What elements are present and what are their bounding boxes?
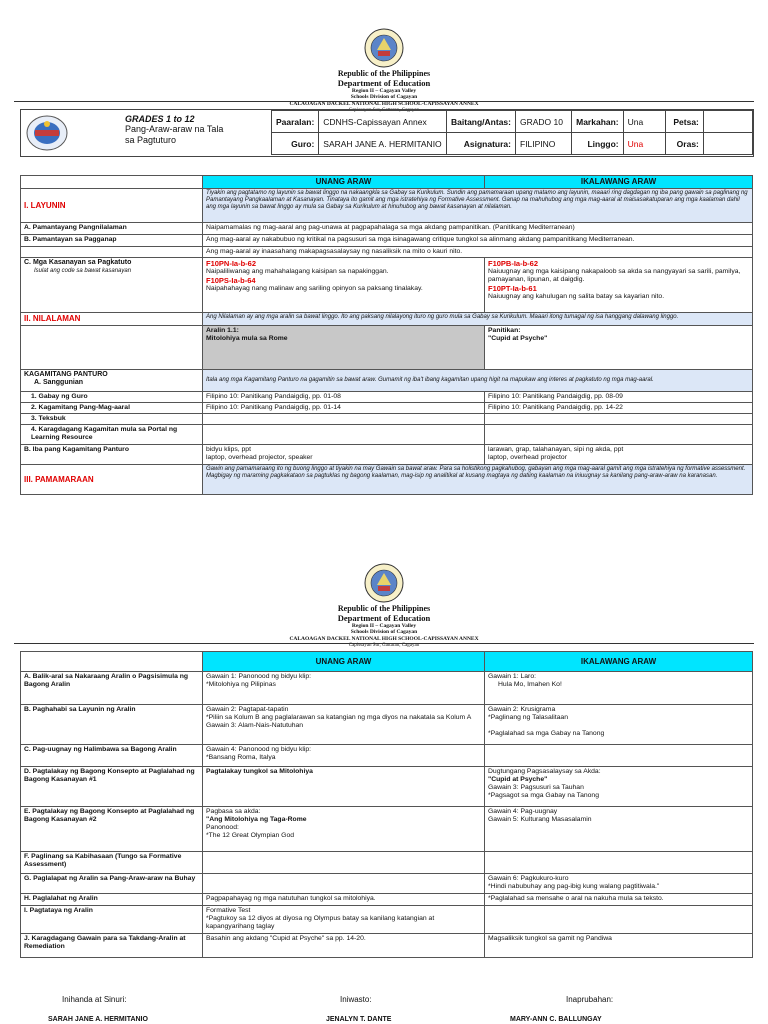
table2-row [21, 705, 753, 745]
linggo-label: Linggo: [572, 133, 624, 155]
table2-day2-cell [485, 745, 753, 767]
table2-row-label: A. Balik-aral sa Nakaraang Aralin o Pagsisimula ng Bagong Aralin [21, 672, 203, 705]
table2-cell-line: Gawain 3: Pagsusuri sa Tauhan [488, 784, 584, 792]
header-divider [14, 101, 754, 102]
table2-day2-cell [485, 767, 753, 807]
table2-row-label: E. Pagtalakay ng Bagong Konsepto at Paglalahad ng Bagong Kasanayan #2 [21, 807, 203, 852]
header2-deped: Department of Education [337, 613, 431, 623]
kagamitan-label: KAGAMITANG PANTURO [24, 370, 108, 378]
table2-body [21, 672, 753, 958]
table2-cell-line: *Paglalahad sa mensahe o aral na nakuha mula sa teksto. [488, 895, 664, 902]
teksbuk-day2 [485, 414, 753, 425]
oras-label: Oras: [665, 133, 703, 155]
table2-cell-line: *Bansang Roma, Italya [206, 754, 276, 762]
table2-day2-cell [485, 807, 753, 852]
header-deped: Department of Education [337, 78, 431, 88]
aralin-label: Aralin 1.1: [206, 326, 239, 334]
header-address: Capissayan Sur, Gattaran, Cagayan [348, 108, 420, 113]
markahan-value: Una [623, 111, 665, 133]
table1-col-unang-araw: UNANG ARAW [203, 176, 485, 189]
table2-day2-cell [485, 934, 753, 958]
table2-day2-cell [485, 894, 753, 906]
table2-day1-cell [203, 672, 485, 705]
table2-day1-cell [203, 807, 485, 852]
oras-value [703, 133, 752, 155]
table2-row [21, 874, 753, 894]
table2-day1-cell [203, 745, 485, 767]
iba-day2-line1: larawan, grap, talahanayan, sipi ng akda, ppt [488, 446, 624, 454]
table2-row-label: I. Pagtataya ng Aralin [21, 906, 203, 934]
layunin-note: Tiyakin ang pagtatamo ng layunin sa bawat linggo na nakaangkla sa Gabay sa Kurikulum. Sundin ang pamamaraan upang matamo ang layunin, maaari ring dagdagan ng iba pang gawain sa paglinang ng Pamantayang Pangkaalaman at Kasanayan. Tinataya ito gamit ang mga istratehiya ng Formative Assessment. Ganap na mahuhubog ang mga mag-aaral at maisasakatuparan ang mga kaalaman dahil ang mga layunin sa bawat linggo ay mula sa Gabay sa Kurikulum at hinuhubog ang bawat kasanayan at nilalaman. [203, 189, 753, 223]
table2-cell-line: Gawain 3: Alam-Nais-Natutuhan [206, 722, 304, 730]
daily-plan-table-1 [20, 175, 753, 495]
karagdagang-kagamitan-label: 4. Karagdagang Kagamitan mula sa Portal ng Learning Resource [21, 425, 203, 445]
code-f10pt: F10PT-Ia-b-61 [488, 284, 537, 294]
table2-row [21, 807, 753, 852]
table2-cell-line: Panonood: [206, 824, 239, 832]
kasanayan-cell [21, 258, 203, 313]
table2-row [21, 767, 753, 807]
panitikan-cell [485, 325, 753, 369]
pamamaraan-note: Gawin ang pamamaraang ito ng buong linggo at tiyakin na may Gawain sa bawat araw. Para sa holistikong pagkahubog, gabayan ang mga mag-aaral gamit ang mga istratehiya ng formative assessment. Magbigay ng maraming pagkakataon sa pagtuklas ng bagong kaalaman, mag-isip ng analitikal at kusang magtaya ng datiing kaalaman na iniuugnay sa kanilang pang-araw-araw na karanasan. [203, 465, 753, 495]
guro-value: SARAH JANE A. HERMITANIO [319, 133, 447, 155]
karagdagang-day1 [203, 425, 485, 445]
iba-pang-kagamitan-label: B. Iba pang Kagamitang Panturo [21, 445, 203, 465]
teksbuk-day1 [203, 414, 485, 425]
header2-address: Capissayan Sur, Gattaran, Cagayan [348, 643, 420, 648]
table2-day2-cell [485, 874, 753, 894]
prepared-label: Inihanda at Sinuri: [62, 995, 127, 1004]
header2-school: CALAOAGAN DACKEL NATIONAL HIGH SCHOOL-CAPISSAYAN ANNEX [289, 635, 479, 642]
table2-row-label: C. Pag-uugnay ng Halimbawa sa Bagong Aralin [21, 745, 203, 767]
table2-row-label: D. Pagtalakay ng Bagong Konsepto at Paglalahad ng Bagong Kasanayan #1 [21, 767, 203, 807]
table2-cell-line: Magsaliksik tungkol sa gamit ng Pandiwa [488, 935, 612, 942]
baitang-label: Baitang/Antas: [447, 111, 516, 133]
guro-label: Guro: [272, 133, 319, 155]
kasanayan-day1-text2: Naipahahayag nang malinaw ang sariling opinyon sa paksang tinalakay. [206, 285, 423, 293]
petsa-value [703, 111, 752, 133]
table2-cell-line: *Paglalahad sa mga Gabay na Tanong [488, 730, 605, 738]
table2-row-label: J. Karagdagang Gawain para sa Takdang-Aralin at Remediation [21, 934, 203, 958]
table2-cell-line: Gawain 2: Krusigrama [488, 706, 556, 713]
table2-cell-line: Pagbasa sa akda: [206, 808, 261, 815]
table2-day2-cell [485, 672, 753, 705]
table2-cell-line: *Hindi nabubuhay ang pag-ibig kung walang pagtitiwala." [488, 883, 660, 891]
table2-cell-line: *Mitolohiya ng Pilipinas [206, 681, 276, 689]
paaralan-value: CDNHS-Capissayan Annex [319, 111, 447, 133]
pamantayan-pagganap-text-2: Ang mag-aaral ay inaasahang makapagsasalaysay ng nasaliksik na mito o kauri nito. [203, 247, 753, 258]
kagamitan-cell [21, 369, 203, 391]
gabay-guro-label: 1. Gabay ng Guro [21, 391, 203, 402]
daily-plan-table-2 [20, 651, 753, 958]
pagganap-extra-blank [21, 247, 203, 258]
kasanayan-day2-text2: Naiuugnay ang kahulugan ng salita batay sa kayarian nito. [488, 293, 665, 301]
kagamitang-mag-aaral-day2: Filipino 10: Panitikang Pandaigdig, pp. 14-22 [485, 402, 753, 413]
panitikan-label: Panitikan: [488, 326, 521, 334]
kagamitan-note: Itala ang mga Kagamitang Panturo na gagamitin sa bawat araw. Gumamit ng iba't ibang kagamitan upang higit na mapukaw ang interes at pagkatuto ng mga mag-aaral. [203, 369, 753, 391]
table2-day1-cell [203, 705, 485, 745]
table2-row-label: B. Paghahabi sa Layunin ng Aralin [21, 705, 203, 745]
table2-day1-cell [203, 852, 485, 874]
table2-col-ikalawang-araw: IKALAWANG ARAW [485, 652, 753, 672]
header2-republic: Republic of the Philippines [337, 604, 431, 613]
table2-day2-cell [485, 705, 753, 745]
page2-header [0, 605, 768, 648]
code-f10ps: F10PS-Ia-b-64 [206, 276, 256, 286]
table2-day1-cell [203, 874, 485, 894]
aralin-cell [203, 325, 485, 369]
table2-row-label: F. Paglinang sa Kabihasaan (Tungo sa Formative Assessment) [21, 852, 203, 874]
table2-row-label: G. Paglalapat ng Aralin sa Pang-Araw-araw na Buhay [21, 874, 203, 894]
table2-cell-line: "Ang Mitolohiya ng Taga-Rome [206, 816, 307, 824]
table2-row [21, 672, 753, 705]
header2-region: Region II – Cagayan Valley [351, 622, 417, 629]
iba-kagamitan-day2 [485, 445, 753, 465]
table2-cell-line: Pagtalakay tungkol sa Mitolohiya [206, 768, 313, 775]
deped-seal-icon [364, 28, 404, 68]
table2-row [21, 934, 753, 958]
kagamitang-mag-aaral-label: 2. Kagamitang Pang-Mag-aaral [21, 402, 203, 413]
table2-cell-line: Gawain 1: Panonood ng bidyu klip: [206, 673, 312, 680]
checked-name: JENALYN T. DANTE [326, 1016, 392, 1023]
header-region: Region II – Cagayan Valley [351, 87, 417, 94]
table2-cell-line: *Pagsagot sa mga Gabay na Tanong [488, 792, 599, 800]
kasanayan-day2 [485, 258, 753, 313]
table2-cell-line: Gawain 5: Kulturang Masasalamin [488, 816, 592, 824]
table2-row [21, 906, 753, 934]
table2-day1-cell [203, 934, 485, 958]
kasanayan-day1 [203, 258, 485, 313]
karagdagang-day2 [485, 425, 753, 445]
table1-corner [21, 176, 203, 189]
iba-day1-line1: bidyu klips, ppt [206, 446, 251, 454]
table2-day1-cell [203, 894, 485, 906]
table2-cell-line: Pagpapahayag ng mga natutuhan tungkol sa mitolohiya. [206, 895, 376, 902]
petsa-label: Petsa: [665, 111, 703, 133]
teksbuk-label: 3. Teksbuk [21, 414, 203, 425]
grades-label: GRADES 1 to 12 [125, 114, 195, 124]
table2-row [21, 745, 753, 767]
pamantayang-pangnilalaman-text: Naipamamalas ng mag-aaral ang pag-unawa at pagpapahalaga sa mga akdang pampanitikan. (Panitikang Mediterranean) [203, 223, 753, 235]
pamantayan-pagganap-label: B. Pamantayan sa Pagganap [21, 235, 203, 247]
table2-row [21, 894, 753, 906]
table2-corner [21, 652, 203, 672]
table2-cell-line: *The 12 Great Olympian God [206, 832, 295, 840]
table2-row-label: H. Paglalahat ng Aralin [21, 894, 203, 906]
code-f10pb: F10PB-Ia-b-62 [488, 259, 539, 269]
header-division: Schools Division of Cagayan [350, 94, 418, 100]
kagamitang-mag-aaral-day1: Filipino 10: Panitikang Pandaigdig, pp. 01-14 [203, 402, 485, 413]
aralin-title: Mitolohiya mula sa Rome [206, 334, 288, 342]
nilalaman-label: II. NILALAMAN [21, 313, 203, 326]
header2-divider [14, 643, 754, 644]
table2-day1-cell [203, 906, 485, 934]
plan-title: Pang-Araw-araw na Tala sa Pagtuturo [125, 124, 224, 145]
table2-cell-line: Basahin ang akdang "Cupid at Psyche" sa pp. 14-20. [206, 935, 366, 942]
pamamaraan-label: III. PAMAMARAAN [21, 465, 203, 495]
table2-cell-line: *Pagtukoy sa 12 diyos at diyosa ng Olympus batay sa kanilang katangian at kapangyarihang taglay [206, 915, 435, 931]
nilalaman-blank [21, 325, 203, 369]
table2-cell-line: Dugtungang Pagsasalaysay sa Akda: [488, 768, 601, 775]
header-republic: Republic of the Philippines [337, 69, 431, 78]
page1-header [0, 70, 768, 113]
table2-cell-line: "Cupid at Psyche" [488, 776, 548, 784]
table2-cell-line: Gawain 6: Pagkukuro-kuro [488, 875, 569, 882]
table2-day2-cell [485, 906, 753, 934]
iba-kagamitan-day1 [203, 445, 485, 465]
table2-cell-line: Gawain 4: Pag-uugnay [488, 808, 558, 815]
header2-division: Schools Division of Cagayan [350, 629, 418, 635]
kasanayan-day1-text1: Naipaliliwanag ang mahahalagang kaisipan sa napakinggan. [206, 268, 389, 276]
school-logo-icon [25, 114, 69, 152]
kasanayan-sub: Isulat ang code sa bawat kasanayan [34, 267, 132, 274]
panitikan-title: "Cupid at Psyche" [488, 334, 548, 342]
nilalaman-note: Ang Nilalaman ay ang mga aralin sa bawat linggo. Ito ang paksang nilalayong ituro ng guro mula sa Gabay sa Kurikulum. Maaari itong tumagal ng isa hanggang dalawang linggo. [203, 313, 753, 326]
checked-label: Iniwasto: [340, 995, 372, 1004]
baitang-value: GRADO 10 [516, 111, 572, 133]
sanggunian-label: A. Sanggunian [34, 379, 83, 387]
pamantayang-pangnilalaman-label: A. Pamantayang Pangnilalaman [21, 223, 203, 235]
paaralan-label: Paaralan: [272, 111, 319, 133]
approved-name: MARY-ANN C. BALLUNGAY [510, 1016, 602, 1023]
table2-col-unang-araw: UNANG ARAW [203, 652, 485, 672]
table2-cell-line: *Piliin sa Kolum B ang paglalarawan sa katangian ng mga diyos na nakatala sa Kolum A [206, 714, 472, 722]
table1-col-ikalawang-araw: IKALAWANG ARAW [485, 176, 753, 189]
pamantayan-pagganap-text: Ang mag-aaral ay nakabubuo ng kritikal na pagsusuri sa mga isinagawang critique tungkol sa alinmang akdang pampanitikang Mediterranean. [203, 235, 753, 247]
table2-day2-cell [485, 852, 753, 874]
deped-seal-icon-2 [364, 563, 404, 603]
table2-cell-line: Hula Mo, Imahen Ko! [498, 681, 562, 689]
gabay-guro-day2: Filipino 10: Panitikang Pandaigdig, pp. 08-09 [485, 391, 753, 402]
iba-day2-line2: laptop, overhead projector [488, 454, 567, 462]
kasanayan-day2-text1: Naiuugnay ang mga kaisipang nakapaloob sa akda sa nangyayari sa sarili, pamilya, pamayanan, lipunan, at daigdig. [488, 268, 741, 284]
table2-cell-line [488, 722, 749, 730]
lesson-info-bar [20, 109, 754, 157]
header-school: CALAOAGAN DACKEL NATIONAL HIGH SCHOOL-CAPISSAYAN ANNEX [289, 100, 479, 107]
prepared-name: SARAH JANE A. HERMITANIO [48, 1016, 148, 1023]
approved-label: Inaprubahan: [566, 995, 614, 1004]
table2-row [21, 852, 753, 874]
markahan-label: Markahan: [572, 111, 624, 133]
linggo-value: Una [623, 133, 665, 155]
asignatura-value: FILIPINO [516, 133, 572, 155]
asignatura-label: Asignatura: [447, 133, 516, 155]
table2-cell-line: Formative Test [206, 907, 251, 914]
layunin-label: I. LAYUNIN [21, 189, 203, 223]
kasanayan-label: C. Mga Kasanayan sa Pagkatuto [24, 259, 132, 267]
gabay-guro-day1: Filipino 10: Panitikang Pandaigdig, pp. 01-08 [203, 391, 485, 402]
table2-cell-line: Gawain 1: Laro: [488, 673, 536, 680]
table2-day1-cell [203, 767, 485, 807]
iba-day1-line2: laptop, overhead projector, speaker [206, 454, 313, 462]
lesson-info-table [271, 110, 753, 155]
plan-title-block [125, 114, 235, 145]
code-f10pn: F10PN-Ia-b-62 [206, 259, 257, 269]
table2-cell-line: Gawain 2: Pagtapat-tapatin [206, 706, 289, 713]
table2-cell-line: *Paglinang ng Talasalitaan [488, 714, 568, 722]
table2-cell-line: Gawain 4: Panonood ng bidyu klip: [206, 746, 312, 753]
